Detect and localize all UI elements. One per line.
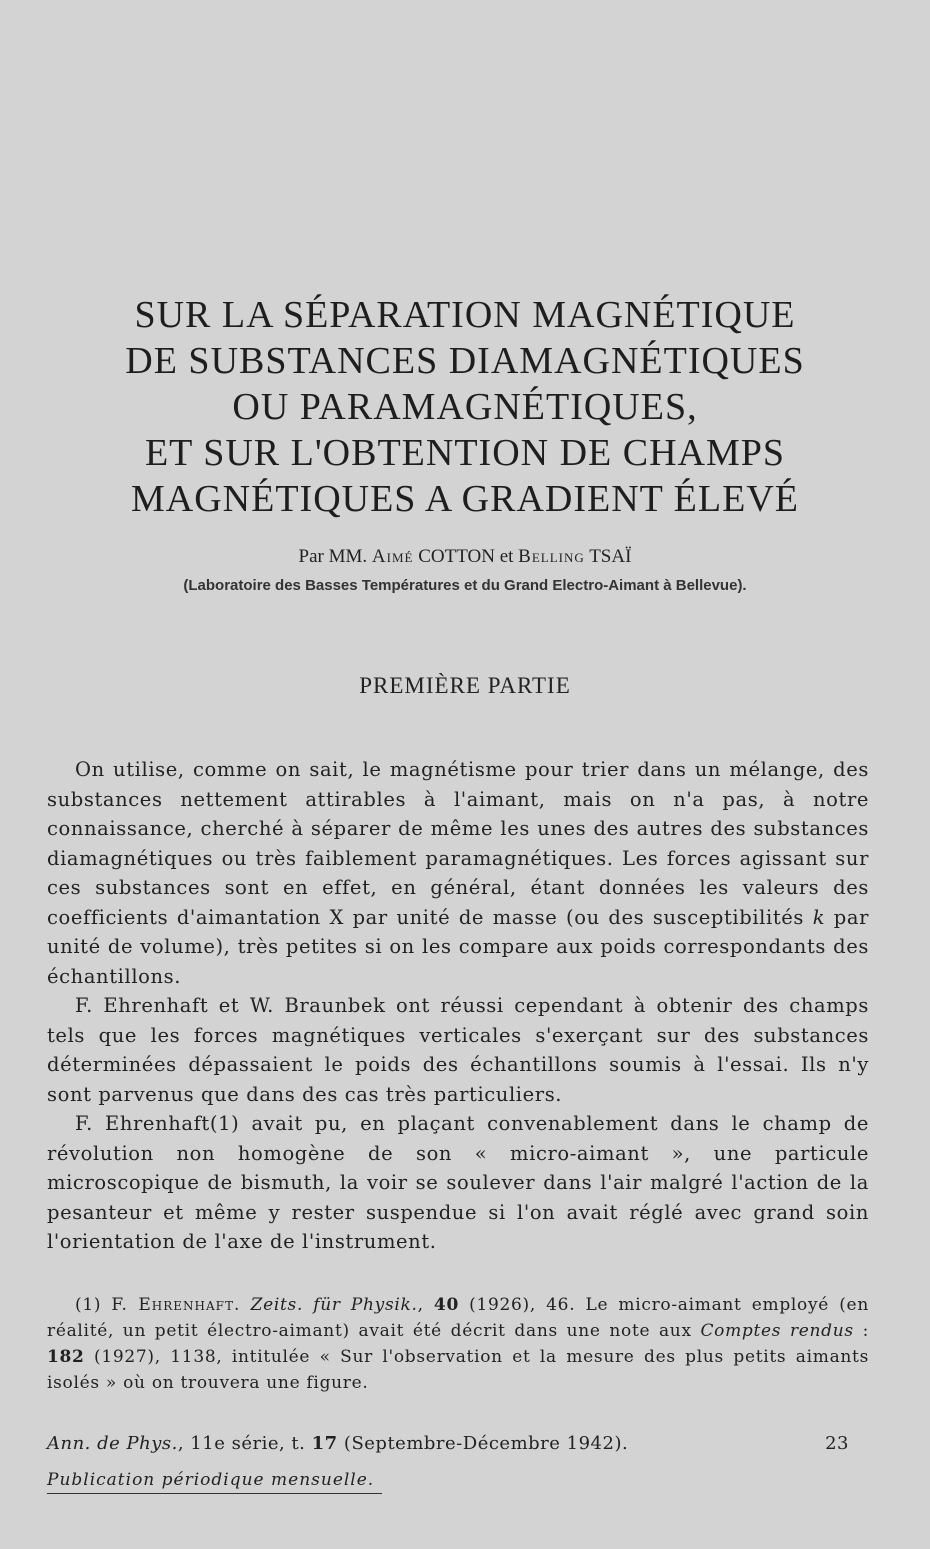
footnote-cr-volume: 182 [47,1347,85,1367]
paragraph [47,755,869,991]
body-text [47,755,869,1257]
title-line: ET SUR L'OBTENTION DE CHAMPS [144,432,786,474]
paragraph [47,1109,869,1257]
author1-last-name: COTTON [418,546,495,567]
footnote-mark: (1) [75,1295,102,1315]
footnote: (1) F. Ehrenhaft. Zeits. für Physik., 40 (1926), 46. Le micro-aimant employé (en réalité, un petit électro-aimant) avait été décrit dans une note aux Comptes rendus : 182 (1927), 1138, intitulée « Sur l'observation et la mesure des plus petits aimants isolés » où on trouvera une figure. [47,1295,870,1393]
page-number: 23 [825,1433,849,1454]
byline-conjunction: et [499,546,514,567]
journal-tome: 17 [311,1433,338,1454]
footnote-separator: : [862,1321,869,1341]
footnote-author: F. Ehrenhaft. [111,1295,241,1315]
journal-series: , 11e série, t. [177,1433,306,1454]
paragraph: F. Ehrenhaft et W. Braunbek ont réussi cependant à obtenir des champs tels que les forces magnétiques verticales s'exerçant sur des substances déterminées dépassaient le poids des échantillons soumis à l'essai. Ils n'y sont parvenus que dans des cas très particuliers. [47,994,869,1106]
author1-first-name: Aimé [371,546,414,567]
math-variable: k [812,905,826,929]
author2-last-name: TSAÏ [589,546,632,567]
journal-period: (Septembre-Décembre 1942). [343,1433,629,1454]
footnote-comptes-rendus: Comptes rendus [700,1321,854,1341]
footnote-reference[interactable]: (1) [209,1112,240,1135]
footnote-details: (1926), 46. Le micro-aimant employé (en réalité, un petit électro-aimant) avait été décrit dans une note aux [47,1295,869,1341]
paragraph-text: avait pu, en plaçant convenablement dans le champ de révolution non homogène de son « micro-aimant », une particule microscopique de bismuth, la voir se soulever dans l'air malgré l'action de la pesanteur et même y rester suspendue si l'on avait réglé avec grand soin l'orientation de l'axe de l'instrument. [47,1112,870,1253]
byline [60,545,870,569]
journal-name: Ann. de Phys. [47,1433,178,1454]
publication-note: Publication périodique mensuelle. [47,1470,382,1494]
article-title [60,292,870,522]
paragraph-text: F. Ehrenhaft [75,1112,210,1135]
paragraph-text: On utilise, comme on sait, le magnétisme pour trier dans un mélange, des substances nettement attirables à l'aimant, mais on n'a pas, à notre connaissance, cherché à séparer de même les unes des autres des substances diamagnétiques ou très faiblement paramagnétiques. Les forces agissant sur ces substances sont en effet, en général, étant données les valeurs des coefficients d'aimantation X par unité de masse (ou des susceptibilités [47,758,869,929]
title-line: SUR LA SÉPARATION MAGNÉTIQUE [134,294,796,336]
journal-footer [47,1432,847,1456]
section-heading: PREMIÈRE PARTIE [359,673,571,698]
footnote-cr-rest: (1927), 1138, intitulée « Sur l'observation et la mesure des plus petits aimants isolés » où on trouvera une figure. [47,1347,870,1393]
footnote-volume: 40 [433,1295,459,1315]
footnote-journal: Zeits. für Physik. [250,1295,418,1315]
title-line: MAGNÉTIQUES A GRADIENT ÉLEVÉ [131,478,799,520]
author2-first-name: Belling [518,546,585,567]
paragraph-text: par unité de volume), très petites si on les compare aux poids correspondants des échantillons. [47,905,869,988]
title-line: DE SUBSTANCES DIAMAGNÉTIQUES [125,340,805,382]
affiliation: (Laboratoire des Basses Températures et du Grand Electro-Aimant à Bellevue). [183,577,747,594]
title-line: OU PARAMAGNÉTIQUES, [232,386,698,428]
byline-prefix: Par MM. [298,546,368,567]
